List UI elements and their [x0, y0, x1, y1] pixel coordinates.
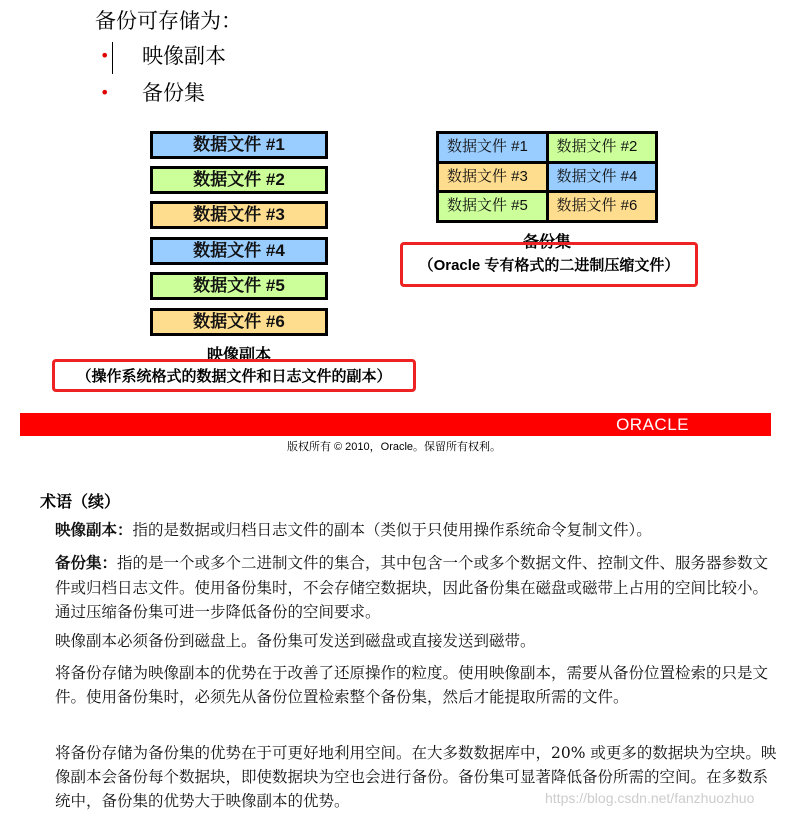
image-copy-file-6: 数据文件 #6 [150, 308, 328, 336]
footer-bar [20, 413, 771, 436]
paragraph-text: 将备份存储为备份集的优势在于可更好地利用空间。在大多数数据库中，20% 或更多的数据块为空块。映像副本会备份每个数据块，即使数据块为空也会进行备份。备份集可显著降低备份所需的空间。在多数系统中，备份集的优势大于映像副本的优势。 [55, 744, 777, 810]
backup-set-file-6: 数据文件 #6 [549, 193, 656, 220]
bullet-dot-icon: • [100, 46, 110, 65]
backup-set-grid [436, 131, 658, 223]
image-copy-title: 映像副本 [206, 347, 271, 364]
image-copy-file-3: 数据文件 #3 [150, 201, 328, 229]
notes-title: 术语（续） [40, 494, 121, 511]
backup-set-title: 备份集 [522, 234, 571, 251]
image-copy-file-2: 数据文件 #2 [150, 166, 328, 194]
image-copy-description: （操作系统格式的数据文件和日志文件的副本） [52, 359, 416, 392]
copyright-text: 版权所有 © 2010，Oracle。保留所有权利。 [286, 441, 502, 453]
backup-set-file-2: 数据文件 #2 [549, 134, 656, 161]
term-definition: 指的是一个或多个二进制文件的集合，其中包含一个或多个数据文件、控制文件、服务器参数文件或归档日志文件。使用备份集时，不会存储空数据块，因此备份集在磁盘或磁带上占用的空间比较小。通过压缩备份集可进一步降低备份的空间要求。 [55, 554, 769, 621]
backup-set-file-4: 数据文件 #4 [549, 164, 656, 191]
paragraph-text: 映像副本必须备份到磁盘上。备份集可发送到磁盘或直接发送到磁带。 [55, 632, 536, 650]
watermark: https://blog.csdn.net/fanzhuozhuo [545, 790, 755, 806]
bullet-item-image-copy [100, 41, 226, 71]
backup-set-file-5: 数据文件 #5 [439, 193, 546, 220]
bullet-dot-icon: • [100, 83, 110, 102]
image-copy-file-4: 数据文件 #4 [150, 237, 328, 265]
notes-paragraph-media [55, 629, 783, 653]
oracle-logo: ORACLE [616, 415, 689, 434]
notes-paragraph-image-copy-advantage [55, 661, 783, 709]
term-definition: 指的是数据或归档日志文件的副本（类似于只使用操作系统命令复制文件）。 [132, 521, 652, 539]
backup-set-file-3: 数据文件 #3 [439, 164, 546, 191]
term-label: 映像副本： [55, 522, 133, 539]
notes-paragraph-backup-set [55, 551, 783, 624]
image-copy-file-1: 数据文件 #1 [150, 131, 328, 159]
backup-set-description: （Oracle 专有格式的二进制压缩文件） [400, 242, 698, 287]
notes-paragraph-image-copy [55, 518, 783, 543]
bullet-label: 备份集 [142, 81, 205, 105]
backup-set-file-1: 数据文件 #1 [439, 134, 546, 161]
bullet-item-backup-set [100, 78, 205, 108]
term-label: 备份集： [55, 555, 118, 572]
bullet-label: 映像副本 [142, 44, 226, 68]
paragraph-text: 将备份存储为映像副本的优势在于改善了还原操作的粒度。使用映像副本，需要从备份位置检索的只是文件。使用备份集时，必须先从备份位置检索整个备份集，然后才能提取所需的文件。 [55, 664, 769, 706]
slide-title: 备份可存储为： [95, 9, 242, 33]
image-copy-file-5: 数据文件 #5 [150, 272, 328, 300]
